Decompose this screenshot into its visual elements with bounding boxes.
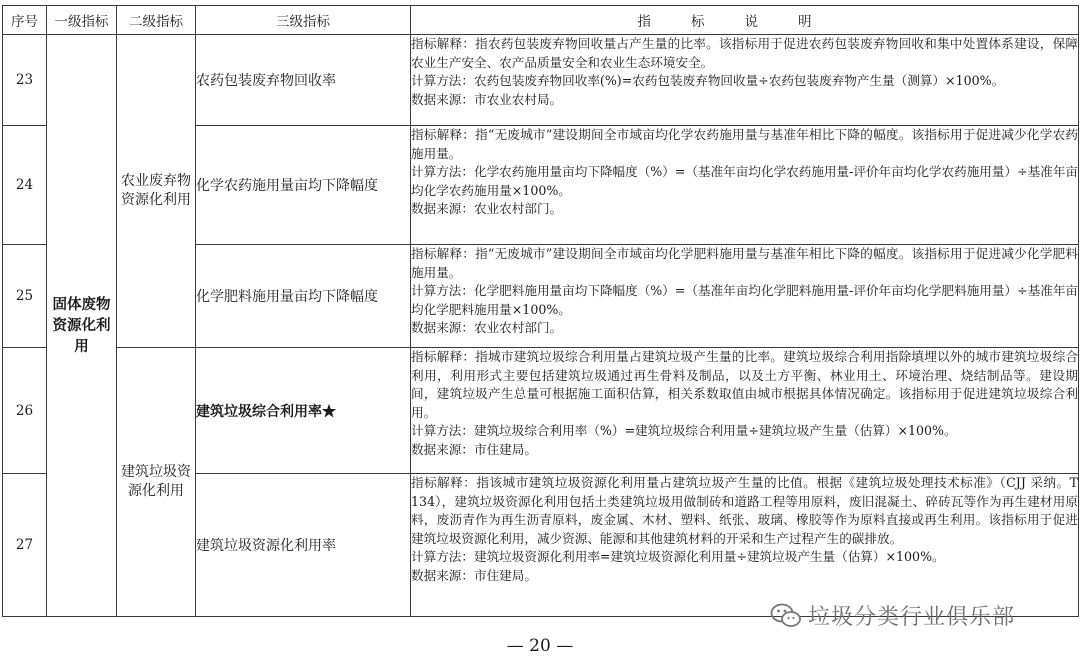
table-row (3, 348, 1079, 474)
explanation-text: 指标解释：指城市建筑垃圾综合利用量占建筑垃圾产生量的比率。建筑垃圾综合利用指除填埋以外的城市建筑垃圾综合利用，利用形式主要包括建筑垃圾通过再生骨料及制品，以及土方平衡、林业用土、环境治理、烧结制品等。建设期间，建筑垃圾产生总量可根据施工面积估算，相关系数取值由城市根据具体情况确定。该指标用于促进建筑垃圾综合利用。 (411, 349, 1078, 420)
explanation-text: 指标解释：指该城市建筑垃圾资源化利用量占建筑垃圾产生量的比值。根据《建筑垃圾处理技术标准》（CJJ 采纳。T 134），建筑垃圾资源化利用包括土类建筑垃圾用做制砖和道路工程等用原料，废旧混凝土、碎砖瓦等作为再生建材用原料，废沥青作为再生沥青原料，废金属、木材、塑料、纸张、玻璃、橡胶等作为原料直接或再生利用。该指标用于促进建筑垃圾资源化利用，减少资源、能源和其他建筑材料的开采和生产过程产生的碳排放。 (411, 475, 1078, 546)
explanation-cell (411, 35, 1079, 126)
table-row (3, 35, 1079, 126)
level2-cell-construction: 建筑垃圾资源化利用 (117, 348, 196, 617)
level1-cell: 固体废物资源化利用 (47, 35, 117, 617)
calculation-text: 计算方法：化学农药施用量亩均下降幅度（%）=（基准年亩均化学农药施用量-评价年亩均化学农药施用量）÷基准年亩均化学农药施用量×100%。 (411, 164, 1079, 198)
data-source-text: 数据来源：市住建局。 (411, 441, 537, 457)
page-number: — 20 — (506, 636, 574, 656)
level2-cell-agri: 农业废弃物资源化利用 (117, 35, 196, 348)
level3-name: 化学肥料施用量亩均下降幅度 (196, 245, 411, 348)
header-level1: 一级指标 (47, 6, 117, 35)
header-row (3, 6, 1079, 35)
header-level2: 二级指标 (117, 6, 196, 35)
row-number: 27 (3, 474, 47, 617)
indicator-table (2, 5, 1079, 617)
row-number: 25 (3, 245, 47, 348)
level3-name: 建筑垃圾综合利用率★ (196, 348, 411, 474)
calculation-text: 计算方法：农药包装废弃物回收率(%)=农药包装废弃物回收量÷农药包装废弃物产生量（测算）×100%。 (411, 73, 1005, 89)
level3-name: 农药包装废弃物回收率 (196, 35, 411, 126)
calculation-text: 计算方法：建筑垃圾综合利用率（%）=建筑垃圾综合利用量÷建筑垃圾产生量（估算）×100%。 (411, 423, 957, 439)
data-source-text: 数据来源：市农业农村局。 (411, 91, 563, 107)
explanation-text: 指标解释：指“无废城市”建设期间全市域亩均化学农药施用量与基准年相比下降的幅度。该指标用于促进减少化学农药施用量。 (411, 127, 1078, 161)
explanation-text: 指标解释：指“无废城市”建设期间全市域亩均化学肥料施用量与基准年相比下降的幅度。该指标用于促进减少化学肥料施用量。 (411, 246, 1078, 280)
header-level3: 三级指标 (196, 6, 411, 35)
data-source-text: 数据来源：农业农村部门。 (411, 201, 563, 217)
explanation-text: 指标解释：指农药包装废弃物回收量占产生量的比率。该指标用于促进农药包装废弃物回收和集中处置体系建设，保障农业生产安全、农产品质量安全和农业生态环境安全。 (411, 36, 1078, 70)
calculation-text: 计算方法：化学肥料施用量亩均下降幅度（%）=（基准年亩均化学肥料施用量-评价年亩均化学肥料施用量）÷基准年亩均化学肥料施用量×100%。 (411, 283, 1079, 317)
header-seq: 序号 (3, 6, 47, 35)
explanation-cell (411, 245, 1079, 348)
level3-name: 建筑垃圾资源化利用率 (196, 474, 411, 617)
level3-name: 化学农药施用量亩均下降幅度 (196, 126, 411, 245)
watermark (770, 600, 1015, 631)
explanation-cell (411, 126, 1079, 245)
wechat-icon (770, 603, 802, 629)
watermark-text: 垃圾分类行业俱乐部 (808, 605, 1016, 630)
header-explain: 指标说明 (411, 6, 1079, 35)
row-number: 23 (3, 35, 47, 126)
data-source-text: 数据来源：农业农村部门。 (411, 320, 563, 336)
explanation-cell (411, 348, 1079, 474)
data-source-text: 数据来源：市住建局。 (411, 567, 537, 583)
row-number: 24 (3, 126, 47, 245)
row-number: 26 (3, 348, 47, 474)
explanation-cell (411, 474, 1079, 617)
calculation-text: 计算方法：建筑垃圾资源化利用率=建筑垃圾资源化利用量÷建筑垃圾产生量（估算）×100%。 (411, 549, 945, 565)
